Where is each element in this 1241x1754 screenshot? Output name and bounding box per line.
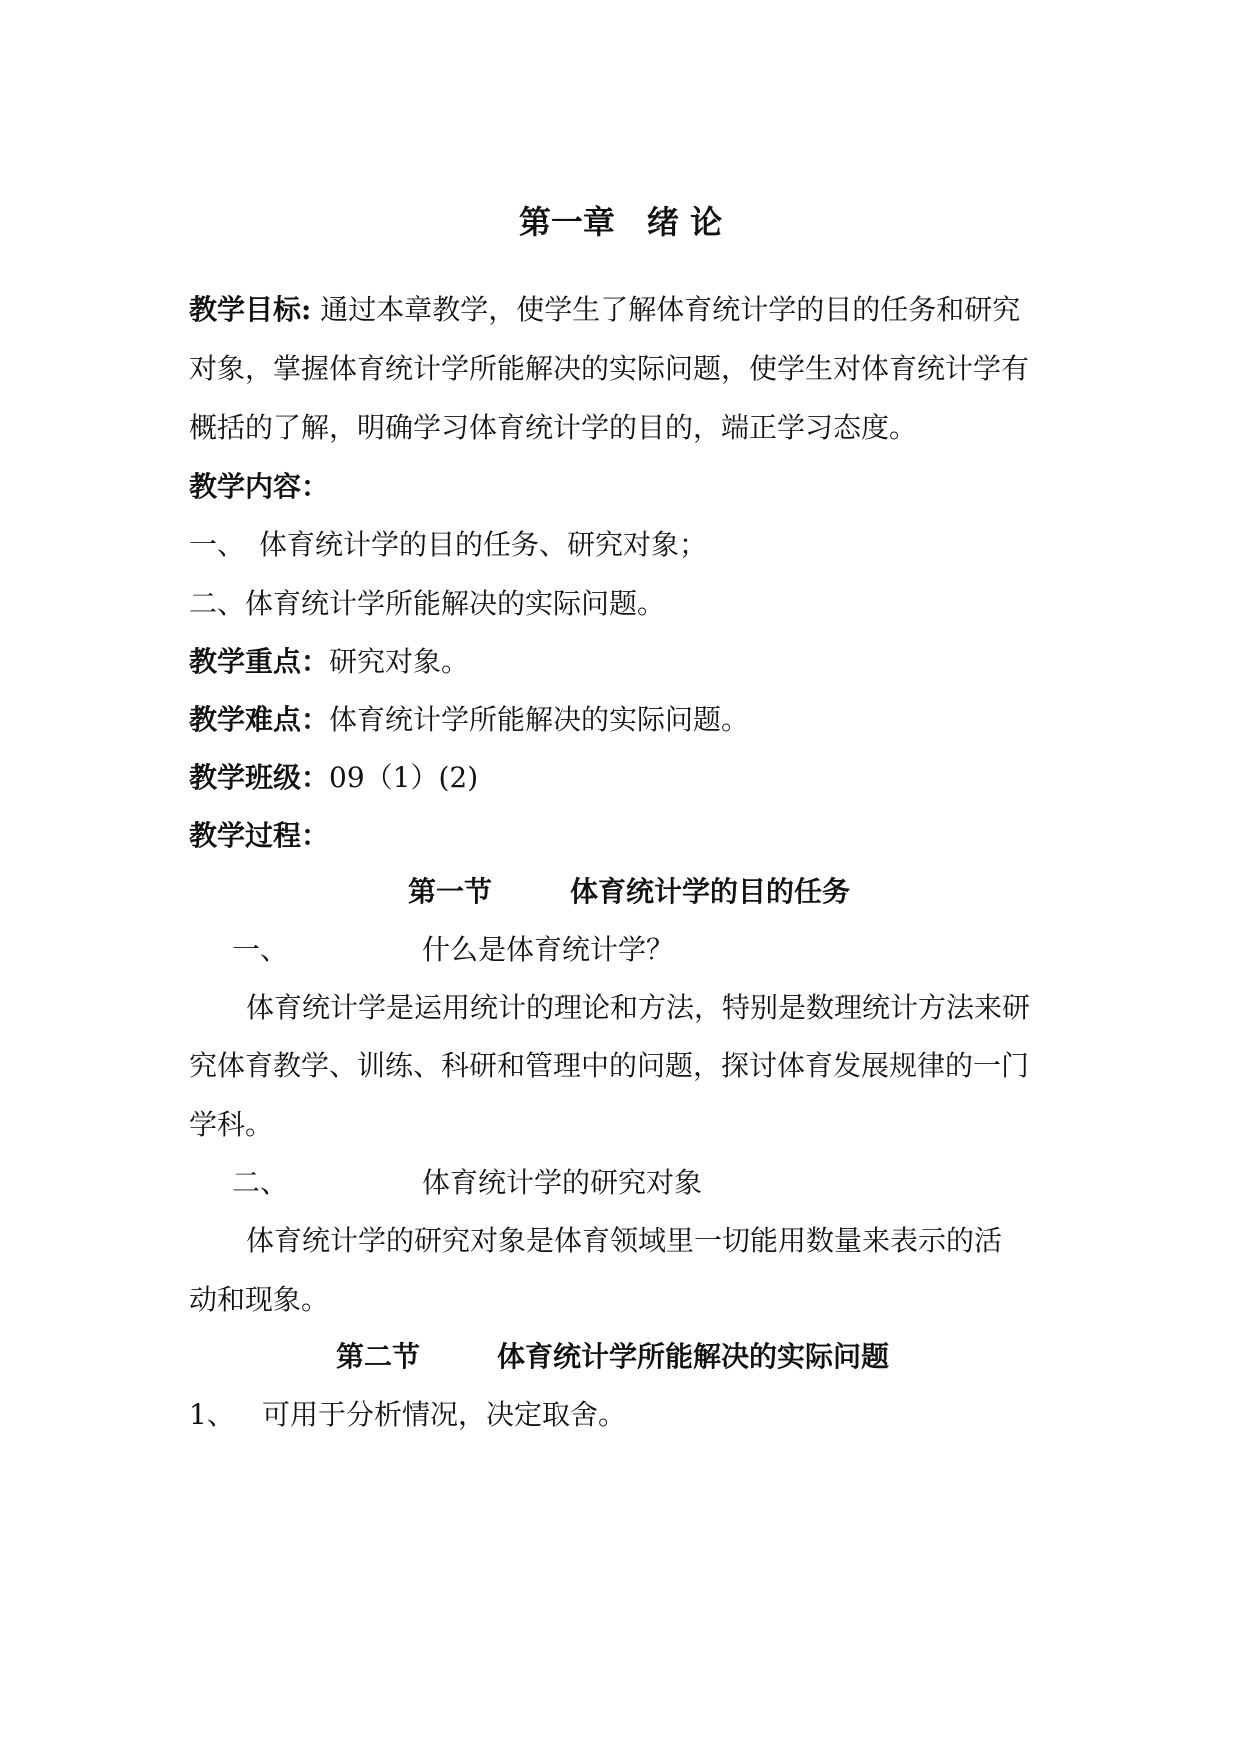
section1-title: 体育统计学的目的任务 — [570, 875, 851, 908]
difficulty-label: 教学难点： — [189, 703, 330, 736]
section2-number: 第二节 — [336, 1340, 421, 1373]
objectives-label: 教学目标: — [189, 293, 312, 326]
content-item-2: 二、体育统计学所能解决的实际问题。 — [189, 587, 666, 620]
section1-number: 第一节 — [408, 875, 493, 908]
class-info — [189, 758, 1069, 798]
content-label: 教学内容： — [189, 470, 330, 503]
para1-line-1: 体育统计学是运用统计的理论和方法，特别是数理统计方法来研 — [246, 991, 1031, 1024]
para1-line-3: 学科。 — [189, 1108, 274, 1141]
subsection2-number: 二、 — [232, 1166, 289, 1199]
class-label: 教学班级： — [189, 761, 330, 794]
objectives-line-1 — [189, 290, 1069, 330]
objectives-text: 通过本章教学，使学生了解体育统计学的目的任务和研究 — [320, 293, 1021, 326]
key-point — [189, 642, 1069, 682]
para2-line-1: 体育统计学的研究对象是体育领域里一切能用数量来表示的活 — [246, 1224, 1003, 1257]
subsection1-title: 什么是体育统计学？ — [422, 933, 675, 966]
para1-line-2: 究体育教学、训练、科研和管理中的问题，探讨体育发展规律的一门 — [189, 1049, 1030, 1082]
subsection1-number: 一、 — [232, 933, 289, 966]
section2-title: 体育统计学所能解决的实际问题 — [497, 1340, 890, 1373]
difficulty-text: 体育统计学所能解决的实际问题。 — [329, 703, 750, 736]
class-text: 09（1）(2) — [329, 761, 479, 794]
subsection2-title: 体育统计学的研究对象 — [422, 1166, 703, 1199]
content-item-1: 一、 体育统计学的目的任务、研究对象； — [189, 528, 708, 561]
key-point-label: 教学重点： — [189, 645, 330, 678]
section2-item1-number: 1、 — [189, 1398, 235, 1431]
objectives-line-3: 概括的了解，明确学习体育统计学的目的，端正学习态度。 — [189, 411, 918, 444]
chapter-title: 第一章 绪 论 — [518, 203, 723, 241]
process-label: 教学过程： — [189, 819, 330, 852]
difficulty — [189, 700, 1069, 740]
section2-item1-text: 可用于分析情况，决定取舍。 — [262, 1398, 627, 1431]
para2-line-2: 动和现象。 — [189, 1283, 330, 1316]
objectives-line-2: 对象，掌握体育统计学所能解决的实际问题，使学生对体育统计学有 — [189, 352, 1030, 385]
key-point-text: 研究对象。 — [329, 645, 470, 678]
